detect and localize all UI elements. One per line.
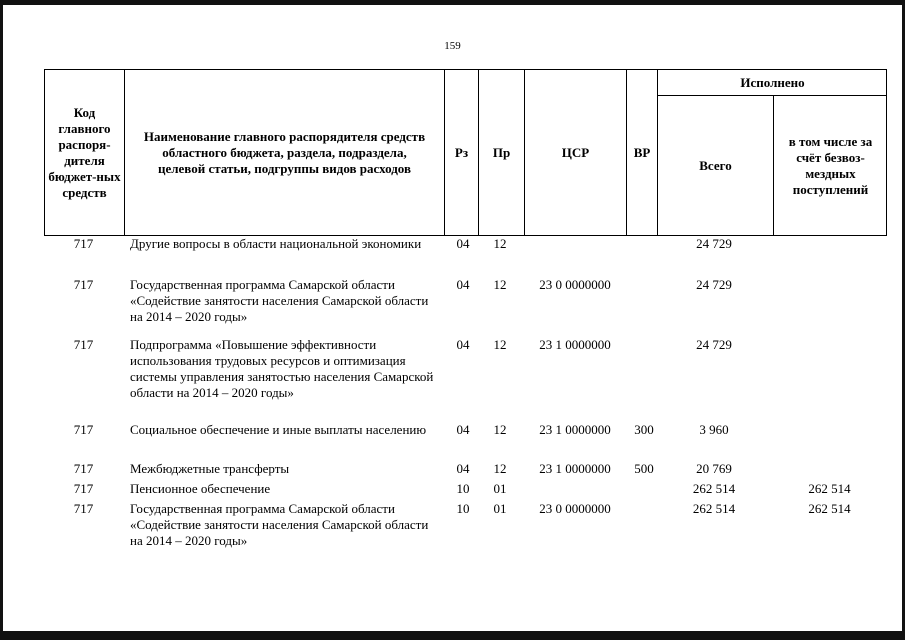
row-pr: 12 [493,337,507,352]
row-csr: 23 1 0000000 [539,461,611,476]
header-name: Наименование главного распорядителя средств областного бюджета, раздела, подраздела, целевой статьи, подгруппы видов расходов [143,129,426,176]
row-grants: 262 514 [808,501,851,516]
row-csr: 23 1 0000000 [539,422,611,437]
row-total: 262 514 [692,501,736,516]
row-pr: 01 [493,481,507,496]
row-pr: 12 [493,422,507,437]
header-total: Всего [699,158,732,173]
row-rz: 04 [456,236,470,251]
row-name: Другие вопросы в области национальной экономики [130,236,422,251]
scan-border-left [0,0,3,640]
row-name: Пенсионное обеспечение [130,481,271,496]
row-rz: 10 [456,481,470,496]
header-code: Код главного распоря-дителя бюджет-ных средств [48,105,121,200]
header-vr: ВР [633,145,651,160]
row-pr: 12 [493,461,507,476]
row-pr: 01 [493,501,507,516]
row-vr: 500 [634,461,654,476]
row-name: Социальное обеспечение и иные выплаты населению [130,422,427,437]
header-executed: Исполнено [740,74,805,90]
row-name: Государственная программа Самарской области «Содействие занятости населения Самарской области на 2014 – 2020 годы» [130,277,429,324]
header-rz: Рз [454,145,469,160]
row-csr: 23 0 0000000 [539,501,611,516]
row-total: 20 769 [696,461,732,476]
header-grants: в том числе за счёт безвоз-мездных поступлений [788,134,873,197]
header-csr: ЦСР [561,145,590,160]
row-grants: 262 514 [808,481,851,496]
row-name: Государственная программа Самарской области «Содействие занятости населения Самарской области на 2014 – 2020 годы» [130,501,429,548]
row-rz: 04 [456,422,470,437]
row-code: 717 [73,461,94,476]
page-number: 159 [444,40,461,52]
row-total: 24 729 [696,337,732,352]
row-vr: 300 [634,422,654,437]
row-pr: 12 [493,236,507,251]
row-code: 717 [73,481,94,496]
row-code: 717 [73,236,94,251]
row-rz: 04 [456,337,470,352]
row-total: 24 729 [696,236,732,251]
row-rz: 04 [456,277,470,292]
row-total: 3 960 [699,422,729,437]
scan-border-top [0,0,905,5]
row-total: 262 514 [692,481,736,496]
scan-border-bottom [0,631,905,640]
row-total: 24 729 [696,277,732,292]
row-code: 717 [73,337,94,352]
row-rz: 04 [456,461,470,476]
row-rz: 10 [456,501,470,516]
header-pr: Пр [492,145,511,160]
row-pr: 12 [493,277,507,292]
row-code: 717 [73,501,94,516]
row-code: 717 [73,422,94,437]
row-csr: 23 0 0000000 [539,277,611,292]
row-name: Подпрограмма «Повышение эффективности использования трудовых ресурсов и оптимизация системы управления занятостью населения Самарской области на 2014 – 2020 годы» [130,337,434,400]
table-header [44,69,887,236]
row-csr: 23 1 0000000 [539,337,611,352]
row-name: Межбюджетные трансферты [130,461,290,476]
row-code: 717 [73,277,94,292]
